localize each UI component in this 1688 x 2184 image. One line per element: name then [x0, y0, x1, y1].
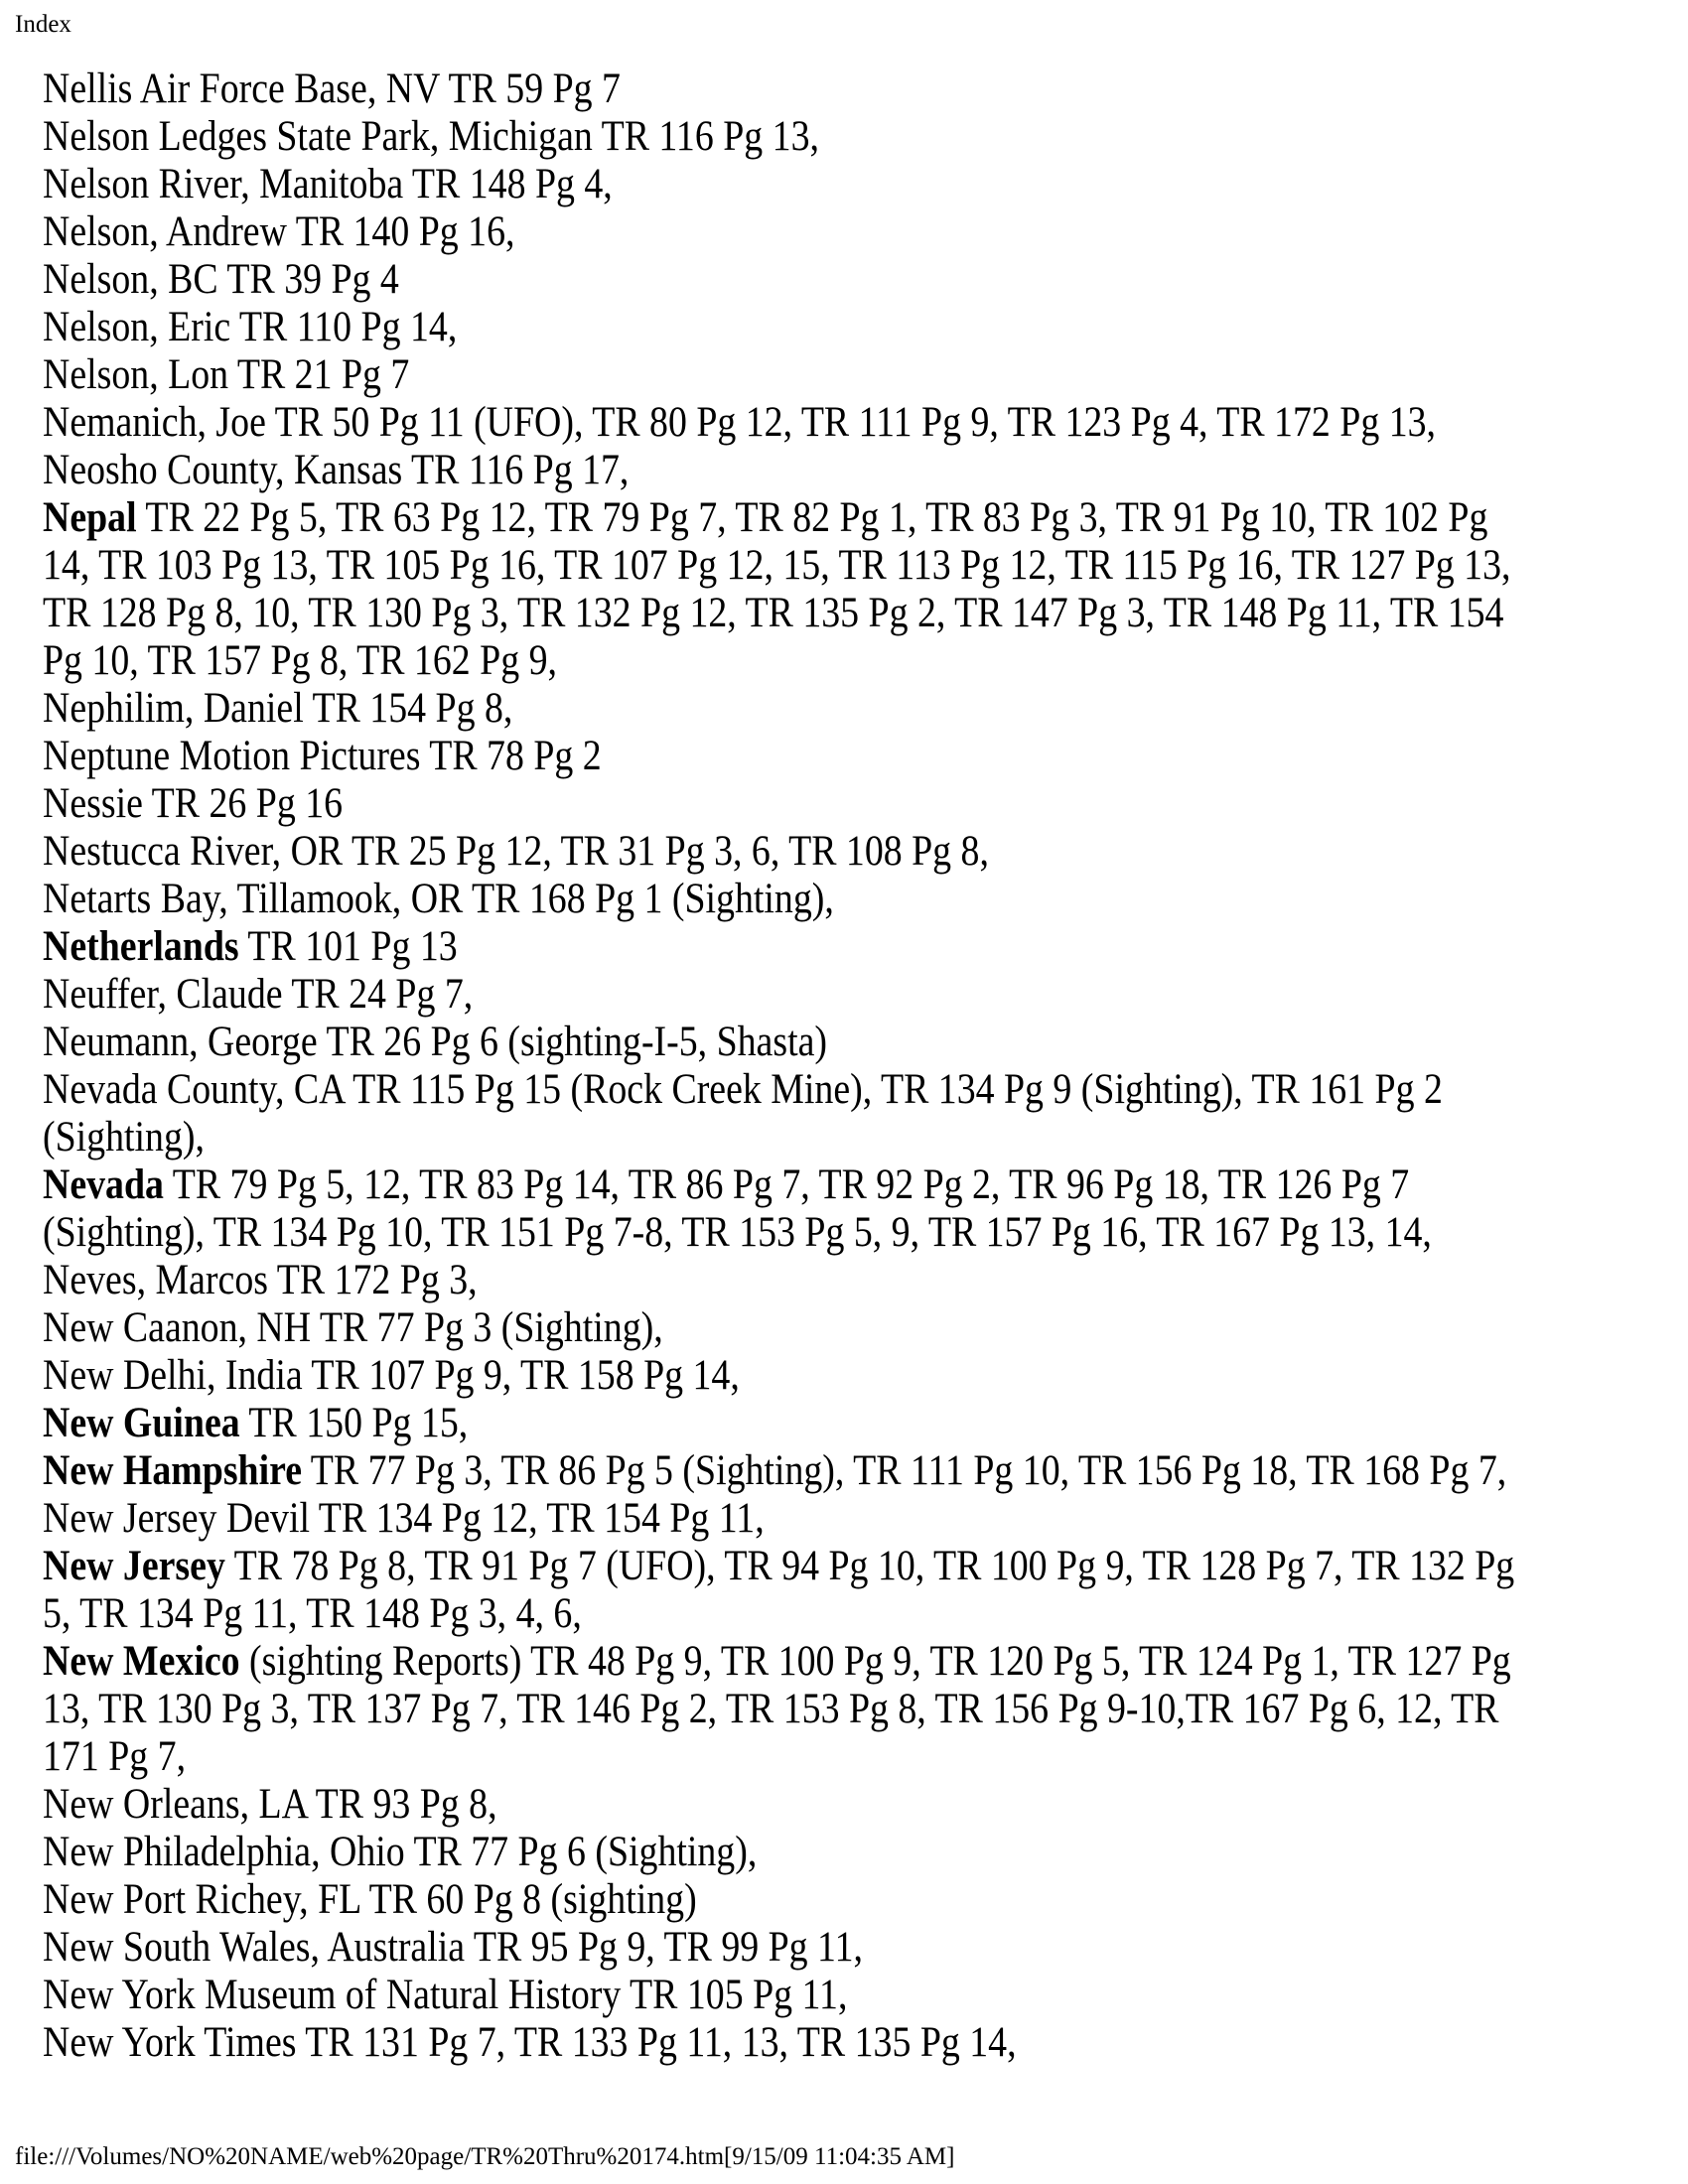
- index-entry-line: New York Times TR 131 Pg 7, TR 133 Pg 11, 13, TR 135 Pg 14,: [43, 2019, 1017, 2066]
- index-entry-line: Nelson, Lon TR 21 Pg 7: [43, 351, 410, 398]
- index-term-bold: Netherlands: [43, 923, 239, 970]
- index-entry-line: Nemanich, Joe TR 50 Pg 11 (UFO), TR 80 Pg 12, TR 111 Pg 9, TR 123 Pg 4, TR 172 Pg 13,: [43, 399, 1437, 446]
- index-term-bold: New Guinea: [43, 1400, 240, 1446]
- index-entry-line: New Hampshire TR 77 Pg 3, TR 86 Pg 5 (Sighting), TR 111 Pg 10, TR 156 Pg 18, TR 168 Pg 7,: [43, 1447, 1507, 1494]
- index-entry-line: New Caanon, NH TR 77 Pg 3 (Sighting),: [43, 1304, 663, 1351]
- index-list: [43, 66, 1681, 2067]
- index-entry-line: 14, TR 103 Pg 13, TR 105 Pg 16, TR 107 Pg 12, 15, TR 113 Pg 12, TR 115 Pg 16, TR 127 Pg 13,: [43, 542, 1511, 589]
- index-term-bold: New Jersey: [43, 1543, 225, 1589]
- index-entry-line: 171 Pg 7,: [43, 1733, 187, 1780]
- index-entry-line: Nelson, Andrew TR 140 Pg 16,: [43, 208, 515, 255]
- index-term-bold: New Hampshire: [43, 1447, 303, 1494]
- index-entry-line: Neuffer, Claude TR 24 Pg 7,: [43, 971, 474, 1018]
- index-entry-line: New Guinea TR 150 Pg 15,: [43, 1400, 469, 1446]
- index-term-bold: Nevada: [43, 1161, 164, 1208]
- index-entry-line: Neosho County, Kansas TR 116 Pg 17,: [43, 447, 630, 493]
- index-entry-line: Nelson, BC TR 39 Pg 4: [43, 256, 399, 303]
- index-entry-line: New Jersey TR 78 Pg 8, TR 91 Pg 7 (UFO), TR 94 Pg 10, TR 100 Pg 9, TR 128 Pg 7, TR 132 Pg: [43, 1543, 1515, 1589]
- index-entry-line: Netarts Bay, Tillamook, OR TR 168 Pg 1 (Sighting),: [43, 876, 834, 922]
- index-entry-line: New Orleans, LA TR 93 Pg 8,: [43, 1781, 497, 1828]
- index-entry-line: Nephilim, Daniel TR 154 Pg 8,: [43, 685, 513, 732]
- index-entry-line: Nelson, Eric TR 110 Pg 14,: [43, 304, 458, 350]
- index-entry-line: New Jersey Devil TR 134 Pg 12, TR 154 Pg 11,: [43, 1495, 765, 1542]
- index-entry-line: (Sighting),: [43, 1114, 205, 1160]
- index-entry-line: (Sighting), TR 134 Pg 10, TR 151 Pg 7-8, TR 153 Pg 5, 9, TR 157 Pg 16, TR 167 Pg 13, 14,: [43, 1209, 1432, 1256]
- index-entry-line: 5, TR 134 Pg 11, TR 148 Pg 3, 4, 6,: [43, 1590, 582, 1637]
- index-entry-line: New York Museum of Natural History TR 105 Pg 11,: [43, 1972, 848, 2018]
- index-entry-line: Nevada County, CA TR 115 Pg 15 (Rock Creek Mine), TR 134 Pg 9 (Sighting), TR 161 Pg 2: [43, 1066, 1443, 1113]
- index-entry-line: New South Wales, Australia TR 95 Pg 9, TR 99 Pg 11,: [43, 1924, 863, 1971]
- index-entry-line: Netherlands TR 101 Pg 13: [43, 923, 458, 970]
- index-entry-line: Nessie TR 26 Pg 16: [43, 780, 344, 827]
- index-entry-line: Nevada TR 79 Pg 5, 12, TR 83 Pg 14, TR 86 Pg 7, TR 92 Pg 2, TR 96 Pg 18, TR 126 Pg 7: [43, 1161, 1410, 1208]
- index-entry-line: Nellis Air Force Base, NV TR 59 Pg 7: [43, 66, 621, 112]
- index-term-bold: Nepal: [43, 494, 137, 541]
- index-entry-line: Pg 10, TR 157 Pg 8, TR 162 Pg 9,: [43, 637, 557, 684]
- index-entry-line: Neptune Motion Pictures TR 78 Pg 2: [43, 733, 602, 779]
- index-entry-line: Nelson Ledges State Park, Michigan TR 116 Pg 13,: [43, 113, 819, 160]
- index-entry-line: Nepal TR 22 Pg 5, TR 63 Pg 12, TR 79 Pg 7, TR 82 Pg 1, TR 83 Pg 3, TR 91 Pg 10, TR 102 Pg: [43, 494, 1488, 541]
- index-entry-line: Neumann, George TR 26 Pg 6 (sighting-I-5, Shasta): [43, 1019, 827, 1065]
- index-entry-line: Nelson River, Manitoba TR 148 Pg 4,: [43, 161, 613, 207]
- index-entry-line: Neves, Marcos TR 172 Pg 3,: [43, 1257, 478, 1303]
- index-entry-line: New Port Richey, FL TR 60 Pg 8 (sighting): [43, 1876, 697, 1923]
- file-url-footer: file:///Volumes/NO%20NAME/web%20page/TR%20Thru%20174.htm[9/15/09 11:04:35 AM]: [15, 2143, 955, 2170]
- page-title: Index: [15, 11, 71, 38]
- index-entry-line: New Mexico (sighting Reports) TR 48 Pg 9, TR 100 Pg 9, TR 120 Pg 5, TR 124 Pg 1, TR 127 Pg: [43, 1638, 1511, 1685]
- index-term-bold: New Mexico: [43, 1638, 240, 1685]
- index-entry-line: New Delhi, India TR 107 Pg 9, TR 158 Pg 14,: [43, 1352, 740, 1399]
- index-entry-line: New Philadelphia, Ohio TR 77 Pg 6 (Sighting),: [43, 1829, 758, 1875]
- index-entry-line: Nestucca River, OR TR 25 Pg 12, TR 31 Pg 3, 6, TR 108 Pg 8,: [43, 828, 989, 875]
- index-entry-line: TR 128 Pg 8, 10, TR 130 Pg 3, TR 132 Pg 12, TR 135 Pg 2, TR 147 Pg 3, TR 148 Pg 11, TR 154: [43, 590, 1504, 636]
- index-entry-line: 13, TR 130 Pg 3, TR 137 Pg 7, TR 146 Pg 2, TR 153 Pg 8, TR 156 Pg 9-10,TR 167 Pg 6, 12, TR: [43, 1686, 1499, 1732]
